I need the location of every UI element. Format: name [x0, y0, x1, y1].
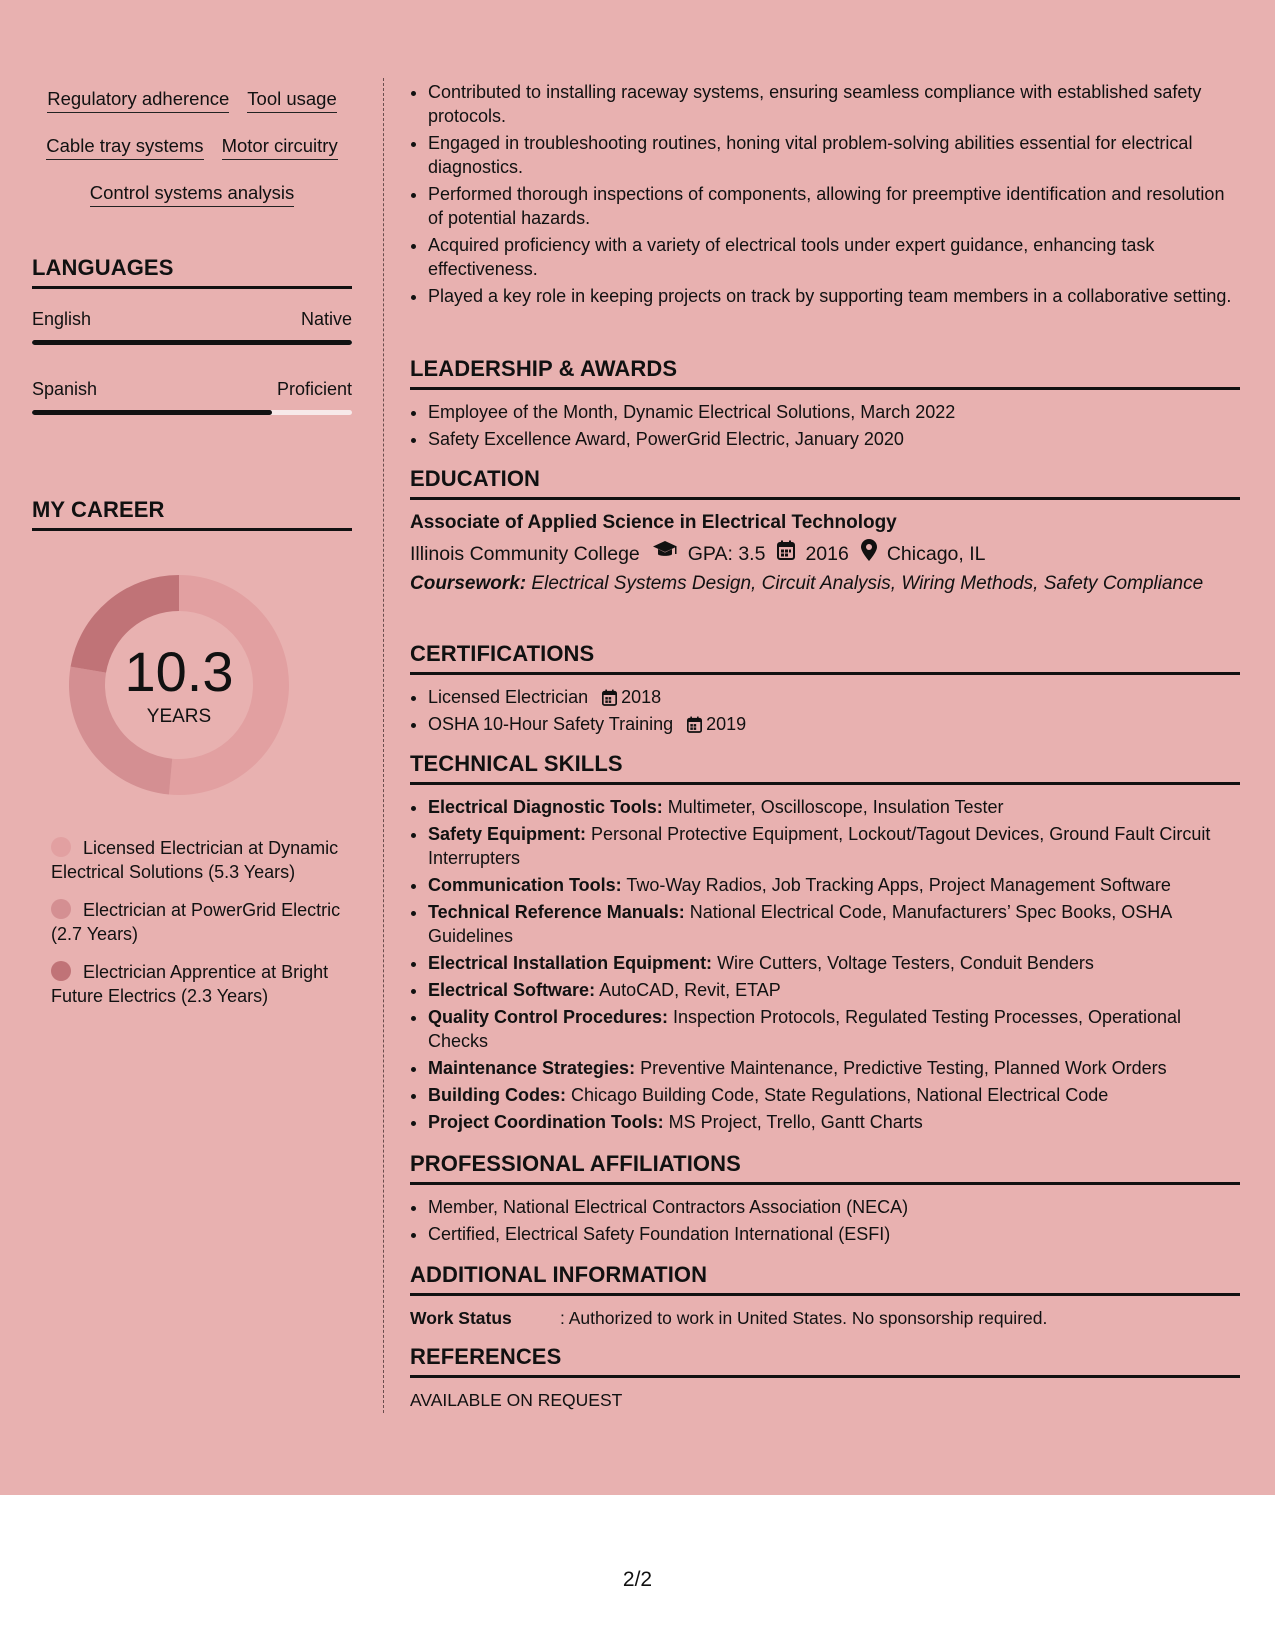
legend-item — [51, 960, 341, 1008]
skill-value: Personal Protective Equipment, Lockout/Tagout Devices, Ground Fault Circuit Interrupters — [428, 824, 1211, 868]
work-status-row — [410, 1306, 1240, 1330]
languages-section — [32, 254, 352, 415]
references-section — [410, 1343, 1240, 1412]
references-title: REFERENCES — [410, 1343, 1240, 1378]
language-bar-fill — [32, 340, 352, 345]
page-number: 2/2 — [622, 1568, 653, 1591]
legend-dot — [51, 899, 71, 919]
education-section — [410, 465, 1240, 596]
skill-item — [428, 795, 1240, 819]
skill-item — [428, 1005, 1240, 1053]
career-total-years: 10.3 — [124, 640, 234, 703]
legend-label: Licensed Electrician at Dynamic Electrical Solutions (5.3 Years) — [51, 838, 339, 882]
experience-bullet: • Engaged in troubleshooting routines, honing vital problem-solving abilities essential for electrical diagnostics. — [428, 131, 1240, 179]
award-item: • Employee of the Month, Dynamic Electrical Solutions, March 2022 — [428, 400, 1240, 424]
skill-value: AutoCAD, Revit, ETAP — [595, 980, 781, 1000]
technical-skills-section — [410, 750, 1240, 1137]
technical-skills-title: TECHNICAL SKILLS — [410, 750, 1240, 785]
skill-tag: Control systems analysis — [90, 180, 295, 207]
career-legend — [51, 836, 341, 1022]
skill-label: Technical Reference Manuals: — [428, 902, 685, 922]
skill-item — [428, 1110, 1240, 1134]
career-donut-chart — [66, 572, 292, 798]
affiliations-section — [410, 1150, 1240, 1249]
legend-label: Electrician Apprentice at Bright Future Electrics (2.3 Years) — [51, 962, 329, 1006]
certifications-section — [410, 640, 1240, 739]
calendar-icon — [602, 689, 617, 706]
award-item: • Safety Excellence Award, PowerGrid Electric, January 2020 — [428, 427, 1240, 451]
affiliations-title: PROFESSIONAL AFFILIATIONS — [410, 1150, 1240, 1185]
skill-value: Inspection Protocols, Regulated Testing Processes, Operational Checks — [428, 1007, 1182, 1051]
coursework-label: Coursework: — [410, 573, 527, 594]
skill-tags — [32, 86, 352, 207]
language-bar — [32, 340, 352, 345]
skill-item — [428, 978, 1240, 1002]
education-school: Illinois Community College — [410, 543, 640, 565]
certification-name: Licensed Electrician — [428, 687, 589, 707]
experience-bullet: • Performed thorough inspections of components, allowing for preemptive identification and resolution of potential hazards. — [428, 182, 1240, 230]
education-location: Chicago, IL — [886, 543, 986, 565]
career-title: MY CAREER — [32, 496, 352, 531]
languages-title: LANGUAGES — [32, 254, 352, 289]
skill-label: Maintenance Strategies: — [428, 1058, 636, 1078]
skill-value: Chicago Building Code, State Regulations, National Electrical Code — [566, 1085, 1109, 1105]
certifications-title: CERTIFICATIONS — [410, 640, 1240, 675]
skill-item — [428, 1083, 1240, 1107]
skill-tag: Cable tray systems — [46, 133, 203, 160]
skill-value: National Electrical Code, Manufacturers’ Spec Books, OSHA Guidelines — [428, 902, 1172, 946]
affiliation-item: • Member, National Electrical Contractors Association (NECA) — [428, 1195, 1240, 1219]
calendar-icon — [777, 540, 795, 568]
skill-label: Building Codes: — [428, 1085, 566, 1105]
education-year: 2016 — [805, 543, 849, 565]
experience-bullet: • Acquired proficiency with a variety of electrical tools under expert guidance, enhancing task effectiveness. — [428, 233, 1240, 281]
work-status-label: Work Status — [410, 1308, 512, 1328]
affiliation-item: • Certified, Electrical Safety Foundation International (ESFI) — [428, 1222, 1240, 1246]
skill-value: Wire Cutters, Voltage Testers, Conduit Benders — [712, 953, 1094, 973]
experience-bullet: • Contributed to installing raceway systems, ensuring seamless compliance with established safety protocols. — [428, 80, 1240, 128]
skill-item — [428, 873, 1240, 897]
education-coursework — [410, 572, 1240, 596]
legend-label: Electrician at PowerGrid Electric (2.7 Years) — [51, 900, 341, 944]
skill-value: MS Project, Trello, Gantt Charts — [663, 1112, 923, 1132]
references-text: AVAILABLE ON REQUEST — [410, 1390, 623, 1410]
language-bar — [32, 410, 352, 415]
skill-label: Electrical Software: — [428, 980, 596, 1000]
skill-label: Electrical Installation Equipment: — [428, 953, 713, 973]
skill-label: Project Coordination Tools: — [428, 1112, 664, 1132]
calendar-icon — [687, 716, 702, 733]
leadership-section — [410, 355, 1240, 454]
leadership-title: LEADERSHIP & AWARDS — [410, 355, 1240, 390]
career-total-unit: YEARS — [146, 706, 212, 727]
map-pin-icon — [861, 539, 877, 569]
education-title: EDUCATION — [410, 465, 1240, 500]
skill-tag: Tool usage — [247, 86, 336, 113]
education-degree: Associate of Applied Science in Electrical Technology — [410, 512, 897, 533]
legend-item — [51, 836, 341, 884]
skill-item — [428, 1056, 1240, 1080]
certification-year: 2019 — [706, 714, 747, 734]
skill-label: Communication Tools: — [428, 875, 622, 895]
certification-item — [428, 685, 1240, 709]
certification-item — [428, 712, 1240, 736]
skill-label: Quality Control Procedures: — [428, 1007, 669, 1027]
experience-bullet: • Played a key role in keeping projects on track by supporting team members in a collaborative setting. — [428, 284, 1240, 308]
work-status-value: : Authorized to work in United States. No sponsorship required. — [560, 1308, 1048, 1328]
language-item — [32, 377, 352, 415]
certification-name: OSHA 10-Hour Safety Training — [428, 714, 674, 734]
graduation-cap-icon — [652, 540, 678, 568]
language-name: English — [32, 309, 92, 329]
skill-label: Safety Equipment: — [428, 824, 587, 844]
skill-item — [428, 822, 1240, 870]
experience-bullets — [410, 80, 1240, 311]
skill-tag: Motor circuitry — [222, 133, 338, 160]
language-item — [32, 307, 352, 345]
legend-item — [51, 898, 341, 946]
education-gpa: GPA: 3.5 — [687, 543, 766, 565]
coursework-text: Electrical Systems Design, Circuit Analysis, Wiring Methods, Safety Compliance — [526, 573, 1204, 594]
skill-item — [428, 951, 1240, 975]
column-divider — [383, 78, 384, 1413]
skill-label: Electrical Diagnostic Tools: — [428, 797, 663, 817]
skill-value: Multimeter, Oscilloscope, Insulation Tester — [662, 797, 1004, 817]
language-level: Native — [300, 309, 352, 329]
language-name: Spanish — [32, 379, 98, 399]
skill-value: Preventive Maintenance, Predictive Testing, Planned Work Orders — [635, 1058, 1167, 1078]
education-details — [410, 539, 1240, 569]
language-level: Proficient — [276, 379, 352, 399]
skill-tag: Regulatory adherence — [47, 86, 229, 113]
legend-dot — [51, 837, 71, 857]
additional-info-section — [410, 1261, 1240, 1330]
skill-item — [428, 900, 1240, 948]
additional-info-title: ADDITIONAL INFORMATION — [410, 1261, 1240, 1296]
legend-dot — [51, 961, 71, 981]
certification-year: 2018 — [621, 687, 662, 707]
language-bar-fill — [32, 410, 272, 415]
skill-value: Two-Way Radios, Job Tracking Apps, Project Management Software — [621, 875, 1171, 895]
career-section — [32, 496, 352, 531]
